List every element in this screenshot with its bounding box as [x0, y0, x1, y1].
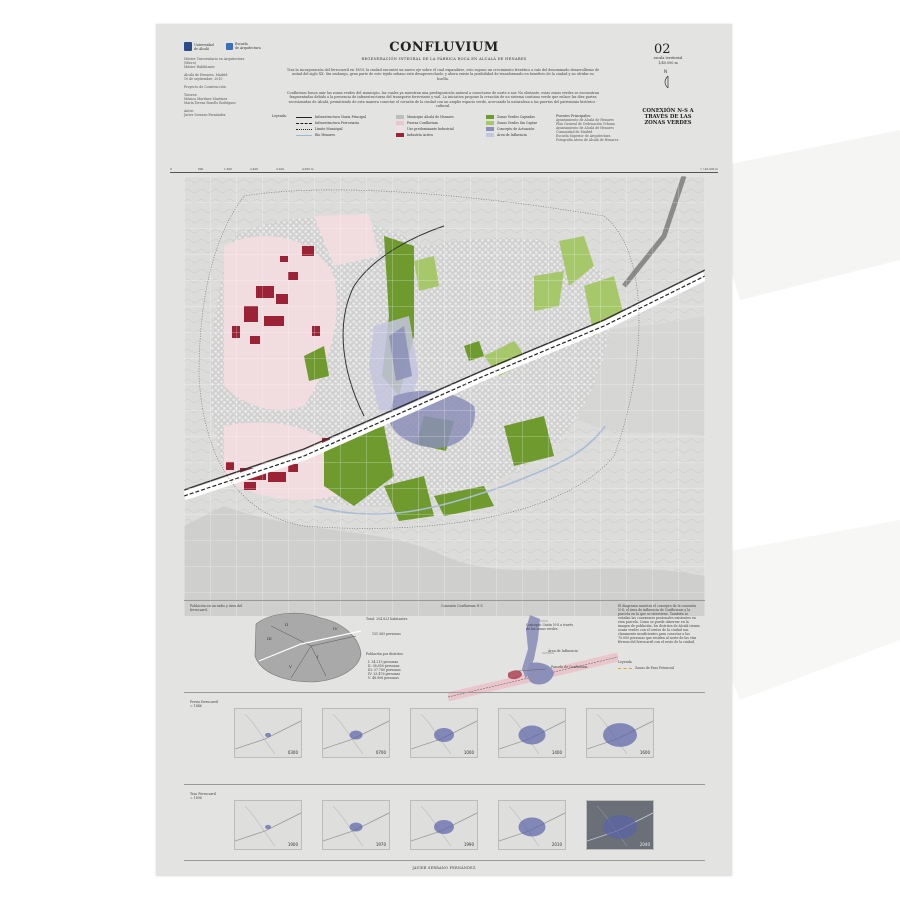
source-item: Ayuntamiento de Alcalá de Henares	[556, 126, 614, 130]
timeline-thumbnail	[234, 800, 302, 850]
district-map	[251, 606, 366, 684]
legend-label: Infraestructura Ferroviaria	[315, 121, 359, 125]
rail-line-icon	[296, 123, 312, 124]
scale-bar	[170, 167, 718, 175]
legend-label: Zonas Verdes Sin Captar	[497, 121, 538, 125]
district-population: V: 48.906 personas	[368, 676, 399, 680]
population-rail: 151.565 personas	[372, 632, 401, 636]
analysis-text: El diagrama muestra el concepto de la conexión N-S, el área de influencia de Confluvium y la parcela en la que se interviene. También se señalan las conexiones peatonales existentes en esta parcela. Como se puede observar en la imagen de población, los distritos de Alcalá tienen zonas verdes con el centro de la ciudad son claramente insuficientes para conectar a las 70.000 personas que residen al norte de las vías férreas del ferrocarril con el resto de la ciudad.	[618, 604, 700, 644]
poster-subtitle: REGENERACIÓN INTEGRAL DE LA FÁBRICA ROCA EN ALCALÁ DE HENARES	[361, 57, 527, 61]
legend-heading: Leyenda:	[272, 114, 287, 118]
legend-label: Fuerza Confluvium	[407, 121, 438, 125]
logo2-line2: de Arquitectura	[235, 46, 261, 50]
row2-label-line1: Tras Ferrocarril	[190, 792, 216, 796]
swatch	[486, 127, 494, 131]
thumbnail-year: 2010	[551, 842, 562, 847]
source-item: Ayuntamiento de Alcalá de Henares	[556, 118, 614, 122]
timeline-thumbnail	[586, 708, 654, 758]
influence-diagram	[527, 662, 554, 684]
info-line: Javier Serrano Fernández	[184, 113, 226, 117]
district-population: IV: 33.476 personas	[368, 672, 401, 676]
scale-label: escala territorial	[653, 56, 683, 60]
source-item: Fotografía aérea de Alcalá de Henares	[556, 138, 619, 142]
legend-label: Zonas Verdes Captadas	[497, 115, 535, 119]
population-heading: Población por distritos:	[366, 652, 404, 656]
urban-growth-blob	[519, 726, 546, 745]
urban-growth-blob	[434, 820, 454, 834]
info-line: Alcalá de Henares, Madrid	[184, 73, 228, 77]
section-title: CONEXIÓN N-S A TRAVÉS DE LAS ZONAS VERDES	[642, 108, 694, 127]
population-total: Total: 204.823 habitantes	[366, 617, 408, 621]
urban-growth-blob	[265, 733, 271, 737]
row2-label-line2: = 1896	[190, 796, 202, 800]
legend-label: Concepto de Actuación	[497, 127, 535, 131]
timeline-thumbnail	[498, 800, 566, 850]
thumbnail-year: 1900	[287, 842, 298, 847]
thumbnail-year: 1970	[375, 842, 386, 847]
sheet-number: 02	[654, 42, 671, 57]
legend-influence	[486, 132, 537, 138]
legend-label: Río Henares	[315, 133, 336, 137]
info-line: Proyecto de Construcción	[184, 85, 226, 89]
info-line: Máster Habilitante	[184, 65, 215, 69]
scale-tick: 800	[198, 167, 204, 171]
poster-sheet	[156, 24, 732, 876]
thumbnail-year: 2040	[639, 842, 650, 847]
district-label: III	[267, 636, 272, 641]
legend-label: Uso predominante Industrial	[407, 127, 454, 131]
timeline-thumbnail	[234, 708, 302, 758]
swatch	[486, 115, 494, 119]
swatch	[396, 121, 404, 125]
limit-line-icon	[296, 129, 312, 130]
swatch	[486, 121, 494, 125]
legend-label: Infraestructura Viaria Principal	[315, 115, 366, 119]
scale-ratio: 1 / 40.000 m	[700, 167, 718, 171]
scale-tick: 2.400	[250, 167, 259, 171]
thumbnail-year: 1400	[551, 750, 562, 755]
thumbnail-year: 1600	[639, 750, 650, 755]
legend-label: Área de Influencia	[497, 133, 527, 137]
source-item: Escuela Superior de Arquitectura	[556, 134, 611, 138]
scale-value: 1/40.000 m	[658, 61, 678, 65]
urban-growth-blob	[603, 723, 637, 747]
swatch	[486, 133, 494, 137]
info-line: 10 de septiembre, 2015	[184, 77, 223, 81]
panel-divider-bottom	[184, 784, 705, 785]
scale-tick: 1.600	[224, 167, 233, 171]
timeline-thumbnail	[322, 708, 390, 758]
district-label: I	[317, 654, 319, 659]
urban-growth-blob	[603, 815, 637, 839]
urban-growth-blob	[434, 728, 454, 742]
legend-label: Límite Municipal	[315, 127, 343, 131]
thumbnail-year: 0300	[287, 750, 298, 755]
sources-heading: Fuentes Principales:	[556, 114, 592, 118]
panel-divider-footer	[184, 860, 705, 861]
timeline-thumbnail	[322, 800, 390, 850]
thumbnail-year: 0700	[375, 750, 386, 755]
legend-river	[296, 132, 366, 138]
legend-label: Municipio Alcalá de Henares	[407, 115, 454, 119]
poster-title: CONFLUVIUM	[389, 40, 499, 55]
scale-tick: 3.200	[276, 167, 285, 171]
panel-divider-top	[184, 600, 705, 601]
info-line: María Teresa Rosello Rodríguez	[184, 101, 236, 105]
timeline-row1-label	[190, 700, 230, 708]
thumbnail-year: 1000	[463, 750, 474, 755]
legend-col2	[396, 114, 454, 138]
district-population: I: 34.213 personas	[368, 660, 399, 664]
info-line: Máster Universitario en Arquitectura	[184, 57, 245, 61]
district-population: III: 37.760 personas	[368, 668, 401, 672]
scale-track	[170, 172, 718, 173]
callout-concept: Concepto Unión N-S a través de las zonas verdes	[526, 623, 574, 631]
river-line-icon	[296, 135, 312, 136]
urban-growth-blob	[350, 730, 363, 739]
thumbnail-year: 1990	[463, 842, 474, 847]
info-line: (Micro)	[184, 61, 196, 65]
district-population: II: 38.850 personas	[368, 664, 400, 668]
potential-path-icon	[618, 668, 632, 669]
row1-label-line2: = 1846	[190, 704, 202, 708]
north-arrow-icon	[661, 68, 675, 90]
panel-divider-mid	[184, 692, 705, 693]
info-line: Autor:	[184, 109, 195, 113]
source-item: Plan General de Ordenación Urbana	[556, 122, 615, 126]
swatch	[396, 133, 404, 137]
info-line: Tutores:	[184, 93, 198, 97]
legend-col3	[486, 114, 537, 138]
source-item: Comunidad de Madrid	[556, 130, 593, 134]
road-line-icon	[296, 117, 312, 118]
urban-growth-blob	[265, 825, 271, 829]
territorial-map	[184, 176, 705, 616]
urban-growth-blob	[350, 822, 363, 831]
swatch	[396, 115, 404, 119]
logo2-line1: Escuela	[235, 42, 248, 46]
district-shape	[255, 613, 361, 682]
info-line: Mónica Martínez Martínez	[184, 97, 228, 101]
district-label: II	[285, 622, 289, 627]
swatch	[396, 127, 404, 131]
logo1-line2: de Alcalá	[194, 46, 209, 51]
urban-growth-blob	[519, 818, 546, 837]
timeline-thumbnail	[410, 708, 478, 758]
logo1-line1: Universidad	[194, 42, 214, 47]
legend-label: Industria Activa	[407, 133, 433, 137]
svg-text:N: N	[664, 69, 667, 74]
population-title: Población en un radio y área del ferrocarril.	[190, 604, 243, 612]
right-legend-heading: Leyenda	[618, 660, 632, 664]
district-label: V	[289, 664, 292, 669]
intro-paragraph-1: Tras la incorporación del ferrocarril en 1859, la ciudad encontró un nuevo eje sobre el cual expandirse, esto supuso un crecimiento frenético a raíz del denominado desarrollismo de mitad del siglo XX. Sin embargo, gran parte de este tejido urbano está desaprovechado, y ahora existe la posibilidad de transformarlo en beneficio de la ciudad y no olvidar su huella.	[286, 68, 600, 81]
row1-label-line1: Previo ferrocarril	[190, 700, 219, 704]
right-legend-label: Zonas de Paso Potencial	[635, 666, 675, 670]
district-population-list	[368, 660, 438, 680]
timeline-row2-label	[190, 792, 230, 800]
intro-paragraph-2: Confluvium busca unir las zonas verdes del municipio, las cuales ya muestran una predisposición natural a conectarse de norte a sur. No obstante, estas zonas verdes se encuentran fragmentadas debido a la presencia de infraestructuras del transporte ferroviario y vial. La iniciativa propone la creación de un sistema continuo verde que enlace las diez partes secesionadas de Alcalá, permitiendo de esta manera conectar el corazón de la ciudad con un amplio espacio verde, acercando la naturaleza a las puertas del patrimonio histórico - cultural.	[286, 91, 600, 109]
timeline-thumbnail	[410, 800, 478, 850]
scale-tick: 0	[170, 167, 172, 171]
callout-parcel: Parcela de Confluvium	[551, 665, 588, 669]
district-label: IV	[333, 626, 338, 631]
callout-influence: Área de Influencia	[548, 649, 578, 653]
legend-active-industry	[396, 132, 454, 138]
timeline-thumbnail	[586, 800, 654, 850]
right-legend-item	[618, 666, 674, 670]
connection-title: Conexión Confluvium N-S	[441, 604, 483, 608]
scale-tick: 4.000 m	[302, 167, 314, 171]
legend-sources	[556, 114, 636, 142]
author-name: JAVIER SERRANO FERNÁNDEZ	[412, 866, 476, 870]
legend-col1	[272, 114, 366, 138]
project-info	[184, 57, 279, 117]
sources-list	[556, 118, 636, 142]
timeline-thumbnail	[498, 708, 566, 758]
map-grid	[184, 176, 705, 616]
